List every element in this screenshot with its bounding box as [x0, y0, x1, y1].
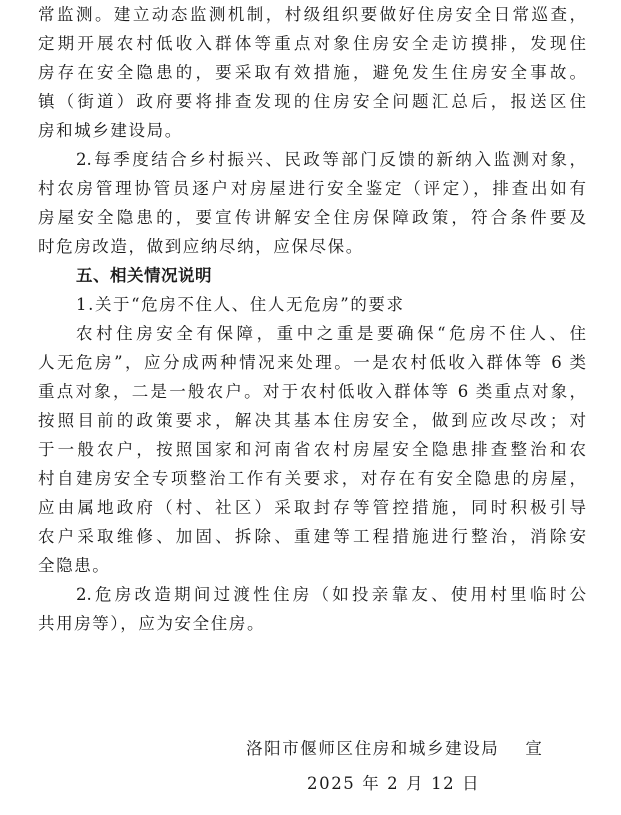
text-line: 2.每季度结合乡村振兴、民政等部门反馈的新纳入监测对象， — [76, 150, 586, 169]
text-line: 按照目前的政策要求，解决其基本住房安全，做到应改尽改；对 — [38, 411, 586, 430]
text-line: 全隐患。 — [38, 556, 111, 575]
text-line: 应由属地政府（村、社区）采取封存等管控措施，同时积极引导 — [38, 498, 586, 517]
text-line: 时危房改造，做到应纳尽纳，应保尽保。 — [38, 237, 364, 256]
text-line: 镇（街道）政府要将排查发现的住房安全问题汇总后，报送区住 — [38, 92, 586, 111]
text-line: 重点对象，二是一般农户。对于农村低收入群体等 6 类重点对象， — [38, 382, 586, 401]
text-line: 房和城乡建设局。 — [38, 121, 183, 140]
text-line: 房存在安全隐患的，要采取有效措施，避免发生住房安全事故。 — [38, 63, 586, 82]
text-line: 定期开展农村低收入群体等重点对象住房安全走访摸排，发现住 — [38, 34, 586, 53]
text-line: 房屋安全隐患的，要宣传讲解安全住房保障政策，符合条件要及 — [38, 208, 586, 227]
text-line: 共用房等），应为安全住房。 — [38, 614, 266, 633]
document-page — [38, 0, 586, 638]
text-line: 2.危房改造期间过渡性住房（如投亲靠友、使用村里临时公 — [76, 585, 586, 604]
signature-date: 2025 年 2 月 12 日 — [307, 774, 481, 793]
text-line: 村自建房安全专项整治工作有关要求，对存在有安全隐患的房屋， — [38, 469, 586, 488]
signature-organization — [246, 735, 544, 759]
text-line: 人无危房”，应分成两种情况来处理。一是农村低收入群体等 6 类 — [38, 353, 586, 372]
organization-name: 洛阳市偃师区住房和城乡建设局 — [246, 739, 500, 758]
text-line: 于一般农户，按照国家和河南省农村房屋安全隐患排查整治和农 — [38, 440, 586, 459]
text-line: 农户采取维修、加固、拆除、重建等工程措施进行整治，消除安 — [38, 527, 586, 546]
section-heading: 五、相关情况说明 — [76, 266, 212, 285]
signature-suffix: 宣 — [525, 739, 544, 758]
text-line: 村农房管理协管员逐户对房屋进行安全鉴定（评定），排查出如有 — [38, 179, 586, 198]
text-line: 常监测。建立动态监测机制，村级组织要做好住房安全日常巡查， — [38, 5, 586, 24]
subsection-title: 1.关于“危房不住人、住人无危房”的要求 — [76, 295, 405, 314]
text-line: 农村住房安全有保障，重中之重是要确保“危房不住人、住 — [76, 324, 586, 343]
